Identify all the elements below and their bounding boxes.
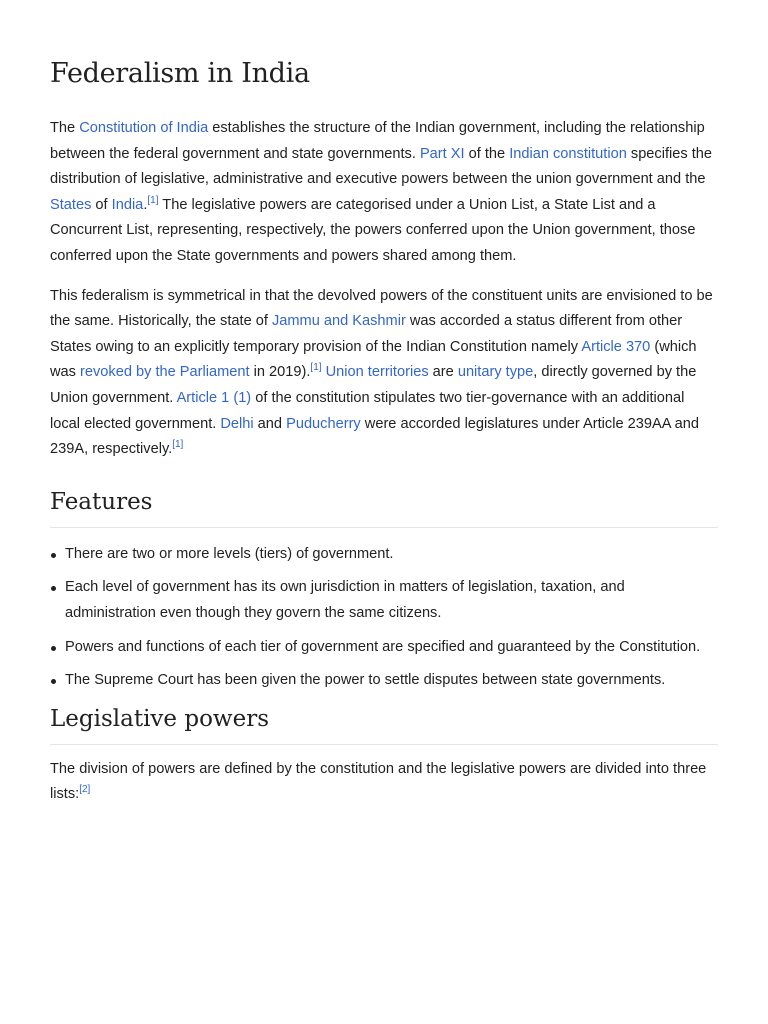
citation-ref-1[interactable]: [1] xyxy=(310,362,322,374)
text: and xyxy=(253,415,287,432)
symmetry-paragraph xyxy=(50,284,718,463)
list-item: The Supreme Court has been given the power to settle disputes between state governments. xyxy=(65,668,718,694)
page-title: Federalism in India xyxy=(50,58,310,89)
text: specifies the distribution of legislative, administrative and executive powers between the union government and the xyxy=(50,145,713,188)
legislative-paragraph xyxy=(50,757,718,808)
citation-ref-2[interactable]: [2] xyxy=(79,784,91,796)
link-article-1-1[interactable]: Article 1 (1) xyxy=(176,389,252,406)
text: , directly governed by the Union government. xyxy=(50,364,697,406)
text: (which was xyxy=(50,338,697,381)
section-heading-legislative-powers: Legislative powers xyxy=(50,704,718,745)
text: of the xyxy=(464,145,510,162)
text: The legislative powers are categorised under a Union List, a State List and a Concurrent List, representing, respectively, the powers conferred upon the Union government, those conferred upon the State governments and powers shared among them. xyxy=(50,196,696,264)
text: The xyxy=(50,120,80,136)
text: of xyxy=(91,196,112,213)
citation-ref-1[interactable]: [1] xyxy=(147,194,159,206)
link-india[interactable]: India xyxy=(111,196,144,213)
list-item: There are two or more levels (tiers) of government. xyxy=(65,542,718,568)
text: This federalism is symmetrical in that the devolved powers of the constituent units are envisioned to be the same. Historically, the state of xyxy=(50,287,713,330)
link-union-territories[interactable]: Union territories xyxy=(325,364,429,381)
link-constitution-of-india[interactable]: Constitution of India xyxy=(79,120,209,136)
section-heading-features: Features xyxy=(50,487,718,528)
link-delhi[interactable]: Delhi xyxy=(220,415,254,432)
link-states[interactable]: States xyxy=(50,196,92,213)
link-unitary-type[interactable]: unitary type xyxy=(457,364,534,381)
link-article-370[interactable]: Article 370 xyxy=(581,338,651,355)
link-indian-constitution[interactable]: Indian constitution xyxy=(509,145,627,162)
text: . xyxy=(143,196,148,213)
text: of the constitution stipulates two tier-governance with an additional local elected government. xyxy=(50,389,685,432)
list-item: Powers and functions of each tier of government are specified and guaranteed by the Constitution. xyxy=(65,635,718,661)
text: in 2019). xyxy=(249,364,311,381)
link-puducherry[interactable]: Puducherry xyxy=(286,415,361,432)
link-jammu-and-kashmir[interactable]: Jammu and Kashmir xyxy=(271,313,406,330)
features-list xyxy=(50,542,718,694)
citation-ref-1[interactable]: [1] xyxy=(172,439,184,451)
intro-paragraph xyxy=(50,116,718,270)
link-revoked-by-parliament[interactable]: revoked by the Parliament xyxy=(80,364,250,381)
text: are xyxy=(428,364,458,381)
text: The division of powers are defined by the constitution and the legislative powers are divided into three lists: xyxy=(50,760,707,803)
text: was accorded a status different from other States owing to an explicitly temporary provision of the Indian Constitution namely xyxy=(50,313,683,355)
list-item: Each level of government has its own jurisdiction in matters of legislation, taxation, and administration even though they govern the same citizens. xyxy=(65,575,718,626)
text: were accorded legislatures under Article 239AA and 239A, respectively. xyxy=(50,415,700,458)
link-part-xi[interactable]: Part XI xyxy=(419,145,465,162)
text: establishes the structure of the Indian government, including the relationship between the federal government and state governments. xyxy=(50,120,705,162)
